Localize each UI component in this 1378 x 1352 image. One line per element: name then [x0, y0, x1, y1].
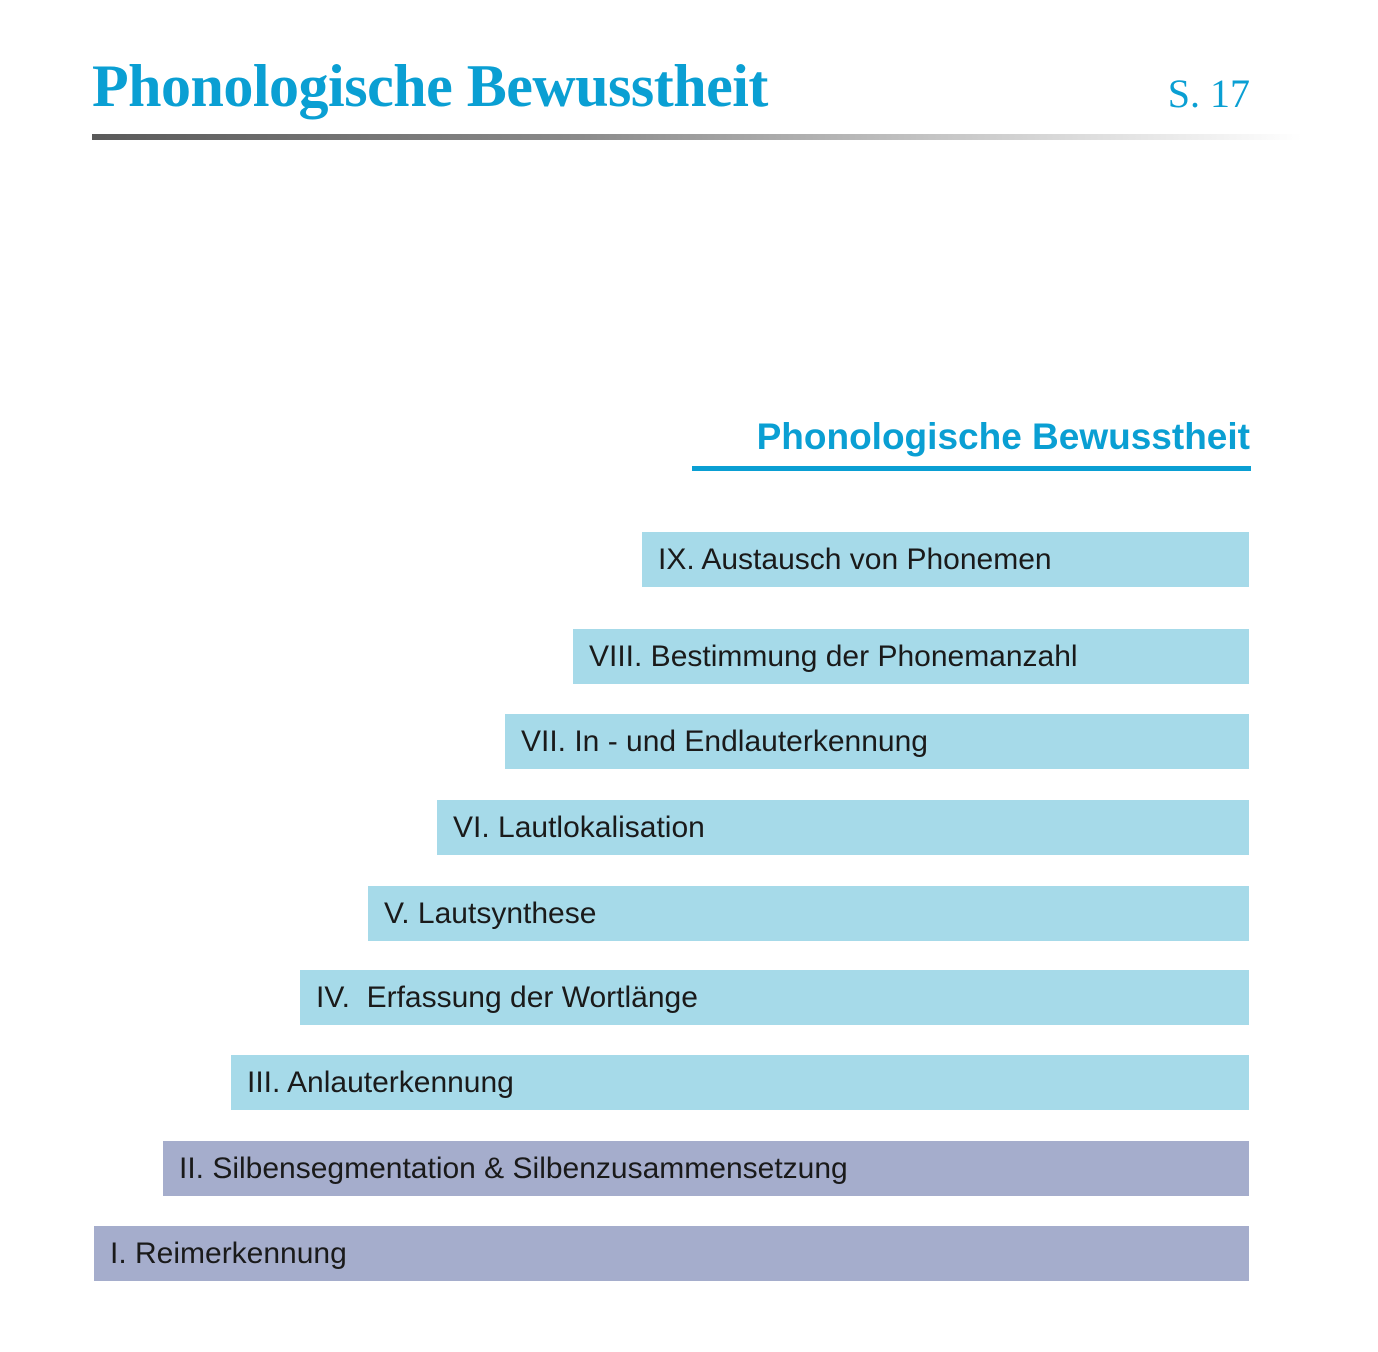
heading-underline: [692, 466, 1251, 471]
diagram-heading: Phonologische Bewusstheit: [756, 416, 1250, 457]
step-7: VII. In - und Endlauterkennung: [505, 714, 1249, 769]
page-title: Phonologische Bewusstheit: [92, 53, 768, 119]
header-divider: [92, 134, 1302, 140]
step-8: VIII. Bestimmung der Phonemanzahl: [573, 629, 1249, 684]
step-1: I. Reimerkennung: [94, 1226, 1249, 1281]
step-5: V. Lautsynthese: [368, 886, 1249, 941]
step-3: III. Anlauterkennung: [231, 1055, 1249, 1110]
step-6: VI. Lautlokalisation: [437, 800, 1249, 855]
step-9: IX. Austausch von Phonemen: [642, 532, 1249, 587]
page-number: S. 17: [1167, 71, 1250, 116]
step-2: II. Silbensegmentation & Silbenzusammensetzung: [163, 1141, 1249, 1196]
step-4: IV. Erfassung der Wortlänge: [300, 970, 1249, 1025]
